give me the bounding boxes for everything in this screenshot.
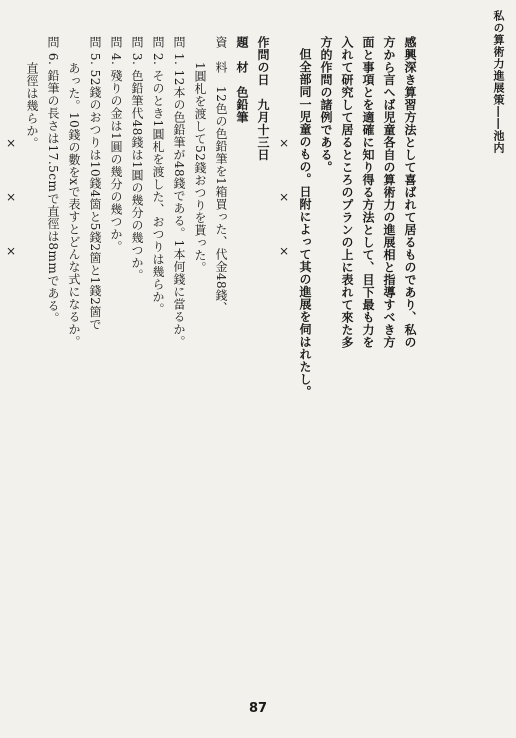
block1-question: 問 4. 殘りの金は1圓の幾分の幾つか。 xyxy=(109,36,123,253)
paragraph-line: 入れて研究して居るところのプランの上に表れて來た多 xyxy=(340,36,354,349)
page-number: 87 xyxy=(248,701,268,716)
page-body xyxy=(4,36,420,690)
block1-question: 問 3. 色鉛筆代48錢は1圓の幾分の幾つか。 xyxy=(130,36,144,282)
block1-question: 問 6. 鉛筆の長さは17.5cmで直徑は8mmである。 xyxy=(46,36,60,325)
separator-marks: ××× xyxy=(277,136,291,298)
paragraph-line: 方的作問の諸例である。 xyxy=(319,36,333,174)
paragraph-line: 方から言へば児童各自の算術力の進展相と指導すべき方 xyxy=(382,36,396,349)
block1-question: 問 1. 12本の色鉛筆が48錢である。1本何錢に當るか。 xyxy=(172,36,186,348)
block1-question: 問 2. そのとき1圓札を渡した、おつりは幾らか。 xyxy=(151,36,165,316)
block1-material-cont: 1圓札を渡して52錢おつりを貰った。 xyxy=(193,62,207,274)
block1-question: 問 5. 52錢のおつりは10錢4箇と5錢2箇と1錢2箇で xyxy=(88,36,102,331)
paragraph-line: 面と事項とを適確に知り得る方法として、目下最も力を xyxy=(361,36,375,349)
block1-question: あった。10錢の數をxで表すとどんな式になるか。 xyxy=(67,62,81,349)
separator-marks: ××× xyxy=(4,136,18,298)
block1-date: 作問の日 九月十三日 xyxy=(256,36,270,161)
block1-material: 資 料 12色の色鉛筆を1箱買った、代金48錢、 xyxy=(214,36,228,315)
paragraph-line: 但全部同一児童のもの。日附によって其の進展を伺はれたし。 xyxy=(298,48,312,398)
block1-subject: 題 材 色鉛筆 xyxy=(235,36,249,124)
block1-question: 直徑は幾らか。 xyxy=(25,62,39,150)
running-header: 私の算術力進展策――池内 xyxy=(492,10,505,154)
paragraph-line: 感興深き算習方法として喜ばれて居るものであり、私の xyxy=(403,36,417,349)
